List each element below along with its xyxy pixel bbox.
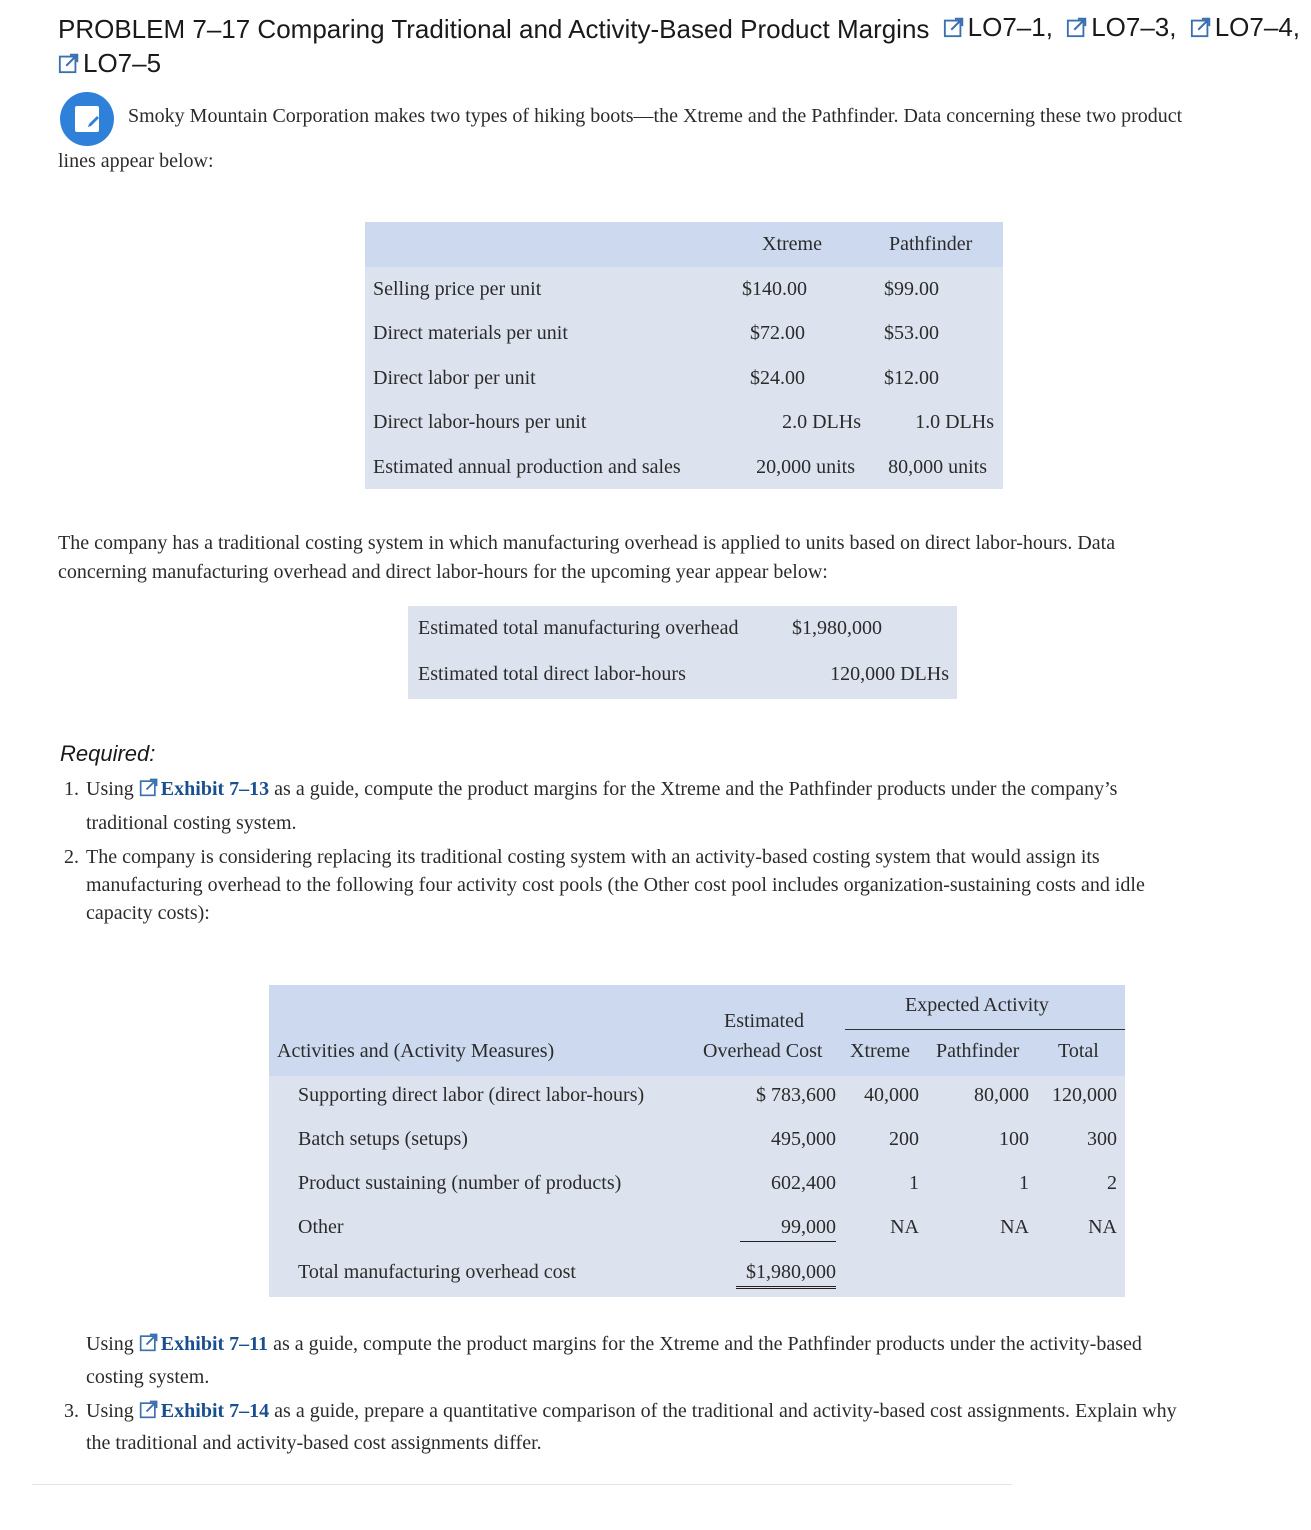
overhead-table [408,606,957,699]
xtreme-activity: 200 [889,1128,919,1150]
intro-line-1: Smoky Mountain Corporation makes two types of hiking boots—the Xtreme and the Pathfinder. Data concerning these two product [128,105,1183,127]
item-2-line-1: The company is considering replacing its traditional costing system with an activity-based costing system that would assign its [86,846,1100,868]
item-3-line-1 [86,1397,1306,1425]
item-2-line-3: capacity costs): [86,902,210,924]
row-label: Direct labor per unit [373,366,536,389]
lo-link-label: LO7–1, [967,12,1053,42]
col-xtreme: Xtreme [850,1040,910,1062]
overhead-cost: 495,000 [771,1128,836,1150]
activity-label: Other [298,1216,344,1238]
activity-cost-table [269,985,1125,1297]
lo-link-3[interactable] [1190,10,1300,44]
external-link-icon [943,16,965,38]
row-label: Estimated annual production and sales [373,455,681,478]
xtreme-value: 20,000 units [756,455,855,478]
required-heading: Required: [60,741,156,766]
total-overhead-cost: $1,980,000 [746,1261,836,1283]
item-3-line-2: the traditional and activity-based cost assignments differ. [86,1432,542,1454]
item-1-pre: Using [86,778,134,800]
estimated-header: Estimated [724,1010,804,1032]
item-1-line-2: traditional costing system. [86,812,297,834]
problem-title-block [58,10,1303,82]
col-total: Total [1058,1040,1099,1062]
pathfinder-value: $99.00 [884,278,939,300]
lo-link-label: LO7–4, [1214,12,1301,42]
exhibit-7-14-link[interactable] [139,1400,269,1422]
activity-label: Product sustaining (number of products) [298,1172,622,1194]
col-pathfinder: Pathfinder [936,1040,1020,1062]
pathfinder-value: $12.00 [884,366,939,389]
exhibit-7-11-link[interactable] [139,1333,268,1355]
table-row [365,311,1003,355]
subtotal-rule [740,1241,836,1242]
dlh-value: 120,000 DLHs [830,663,949,685]
pathfinder-activity: 100 [999,1128,1029,1150]
xtreme-activity: 1 [909,1172,919,1194]
pathfinder-value: $53.00 [884,322,939,345]
exhibit-link-label: Exhibit 7–11 [160,1333,269,1355]
traditional-line-1: The company has a traditional costing system in which manufacturing overhead is applied to units based on direct labor-hours. Data [58,532,1116,554]
pathfinder-value: 80,000 units [888,455,987,478]
external-link-icon [58,52,80,74]
item-1-line-1 [86,775,1301,803]
xtreme-activity: 40,000 [864,1084,919,1106]
xtreme-value: 2.0 DLHs [782,411,861,434]
product-data-table [365,222,1003,489]
item-2-number: 2. [64,846,79,868]
item-2b-pre: Using [86,1333,134,1355]
pathfinder-value: 1.0 DLHs [915,411,994,434]
total-activity: 300 [1087,1128,1117,1150]
total-double-rule [736,1286,836,1289]
pathfinder-activity: NA [1000,1216,1029,1238]
row-label: Direct labor-hours per unit [373,411,587,434]
xtreme-value: $24.00 [750,366,805,389]
lo-link-4[interactable] [58,46,161,80]
total-activity: 120,000 [1052,1084,1117,1106]
row-label: Estimated total manufacturing overhead [418,617,739,639]
overhead-cost: 602,400 [771,1172,836,1194]
overhead-cost: $ 783,600 [756,1084,836,1106]
activities-header: Activities and (Activity Measures) [277,1040,555,1062]
col-pathfinder: Pathfinder [889,233,973,255]
item-2-line-2: manufacturing overhead to the following four activity cost pools (the Other cost pool includes organization-sustaining costs and idle [86,874,1145,896]
lo-link-1[interactable] [943,10,1053,44]
lo-link-2[interactable] [1066,10,1176,44]
item-2b-line-1 [86,1330,1301,1358]
table-row [365,445,1003,489]
expected-activity-header: Expected Activity [905,994,1049,1016]
xtreme-activity: NA [890,1216,919,1238]
item-1-number: 1. [64,778,79,800]
overhead-cost-header: Overhead Cost [703,1040,823,1062]
external-link-icon [1190,16,1212,38]
pathfinder-activity: 1 [1019,1172,1029,1194]
expected-activity-rule [845,1029,1125,1030]
item-3-post: as a guide, prepare a quantitative comparison of the traditional and activity-based cost assignments. Explain why [274,1400,1177,1422]
overhead-value: $1,980,000 [792,617,882,639]
table-row [365,356,1003,400]
table-row [365,267,1003,311]
table-header [365,222,1003,267]
notebook-icon [60,92,114,146]
total-label: Total manufacturing overhead cost [298,1261,576,1283]
intro-line-2: lines appear below: [58,150,214,172]
row-label: Estimated total direct labor-hours [418,663,686,685]
external-link-icon [1066,16,1088,38]
item-3-pre: Using [86,1400,134,1422]
table-row [365,400,1003,444]
lo-link-label: LO7–5 [83,48,162,78]
pathfinder-activity: 80,000 [974,1084,1029,1106]
xtreme-value: $140.00 [742,278,807,300]
item-2b-post: as a guide, compute the product margins for the Xtreme and the Pathfinder products under the activity-based [273,1333,1142,1355]
row-label: Selling price per unit [373,278,542,300]
item-2b-line-2: costing system. [86,1366,210,1388]
total-activity: 2 [1107,1172,1117,1194]
activity-label: Batch setups (setups) [298,1128,468,1150]
item-1-post: as a guide, compute the product margins for the Xtreme and the Pathfinder products under the company’s [274,778,1118,800]
external-link-icon [139,1332,159,1352]
problem-title: PROBLEM 7–17 Comparing Traditional and Activity-Based Product Margins [58,14,930,44]
traditional-line-2: concerning manufacturing overhead and direct labor-hours for the upcoming year appear below: [58,561,828,583]
row-label: Direct materials per unit [373,322,568,345]
activity-label: Supporting direct labor (direct labor-hours) [298,1084,645,1106]
exhibit-link-label: Exhibit 7–13 [160,778,270,800]
item-3-number: 3. [64,1400,79,1422]
exhibit-7-13-link[interactable] [139,778,269,800]
lo-link-label: LO7–3, [1091,12,1177,42]
col-xtreme: Xtreme [762,233,822,255]
xtreme-value: $72.00 [750,322,805,345]
external-link-icon [139,1399,159,1419]
overhead-cost: 99,000 [781,1216,836,1238]
footer-divider [32,1484,1012,1485]
exhibit-link-label: Exhibit 7–14 [160,1400,270,1422]
external-link-icon [139,777,159,797]
total-activity: NA [1088,1216,1117,1238]
